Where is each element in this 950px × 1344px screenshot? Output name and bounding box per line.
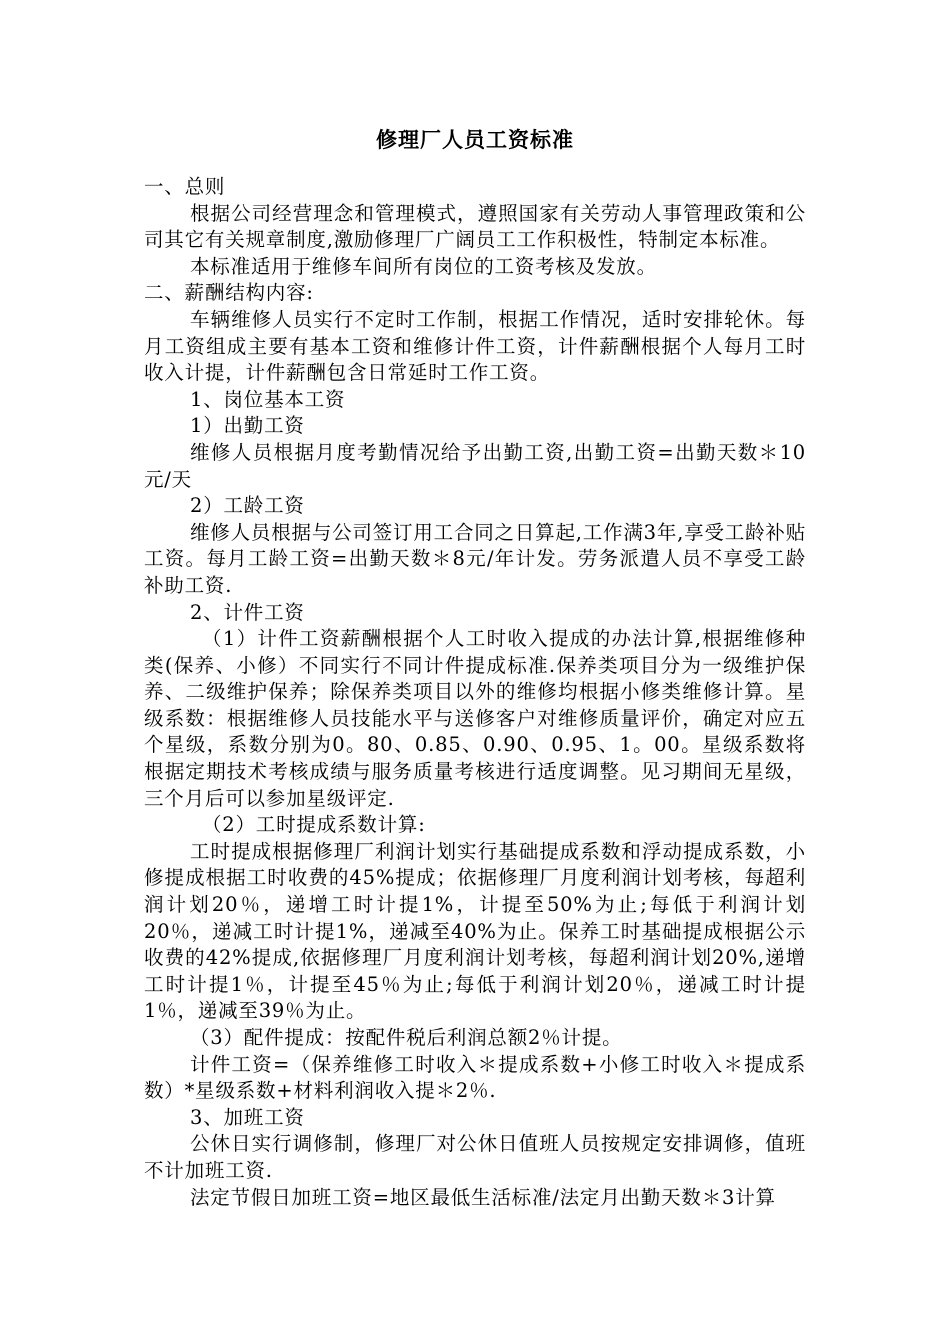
subsection-heading: 1、岗位基本工资 [190, 387, 346, 411]
paragraph: 车辆维修人员实行不定时工作制，根据工作情况，适时安排轮休。每月工资组成主要有基本工资和维修计件工资，计件薪酬根据个人每月工时收入计提，计件薪酬包含日常延时工作工资。 [144, 307, 806, 385]
page-title: 修理厂人员工资标准 [376, 128, 574, 152]
section-heading: 一、总则 [144, 175, 226, 198]
formula-paragraph: 计件工资=（保养维修工时收入＊提成系数+小修工时收入＊提成系数）*星级系数+材料利润收入提＊2％. [144, 1052, 806, 1103]
subsection-heading: 1）出勤工资 [190, 414, 305, 438]
section-heading: 二、薪酬结构内容: [144, 281, 314, 305]
paragraph: 工时提成根据修理厂利润计划实行基础提成系数和浮动提成系数，小修提成根据工时收费的45%提成；依据修理厂月度利润计划考核，每超利润计划20％，递增工时计提1%，计提至50%为止;每低于利润计划20％，递减工时计提1%，递减至40%为止。保养工时基础提成根据公示收费的42%提成,依据修理厂月度利润计划考核，每超利润计划20%,递增工时计提1％，计提至45％为止;每低于利润计划20％，递减工时计提1％，递减至39％为止。 [144, 839, 806, 1023]
paragraph: 维修人员根据与公司签订用工合同之日算起,工作满3年,享受工龄补贴工资。每月工龄工资=出勤天数＊8元/年计发。劳务派遣人员不享受工龄补助工资. [144, 520, 806, 597]
paragraph: 本标准适用于维修车间所有岗位的工资考核及发放。 [190, 254, 657, 278]
formula-paragraph: 法定节假日加班工资=地区最低生活标准/法定月出勤天数＊3计算 [190, 1185, 776, 1209]
subsection-heading: （2）工时提成系数计算: [202, 813, 426, 837]
subsection-heading: 3、加班工资 [190, 1105, 305, 1129]
paragraph: （1）计件工资薪酬根据个人工时收入提成的办法计算,根据维修种类(保养、小修）不同实行不同计件提成标准.保养类项目分为一级维护保养、二级维护保养；除保养类项目以外的维修均根据小修类维修计算。星级系数：根据维修人员技能水平与送修客户对维修质量评价，确定对应五个星级，系数分别为0。80、0.85、0.90、0.95、1。00。星级系数将根据定期技术考核成绩与服务质量考核进行适度调整。见习期间无星级，三个月后可以参加星级评定. [144, 627, 806, 810]
paragraph: 维修人员根据月度考勤情况给予出勤工资,出勤工资=出勤天数＊10元/天 [144, 440, 806, 491]
paragraph: 公休日实行调修制，修理厂对公休日值班人员按规定安排调修，值班不计加班工资. [144, 1132, 806, 1182]
subsection-heading: 2）工龄工资 [190, 494, 305, 518]
subsection-heading: 2、计件工资 [190, 600, 305, 624]
document-body [144, 174, 806, 1211]
paragraph: 根据公司经营理念和管理模式，遵照国家有关劳动人事管理政策和公司其它有关规章制度,激励修理厂广阔员工工作积极性，特制定本标准。 [144, 201, 806, 252]
paragraph: （3）配件提成：按配件税后利润总额2％计提。 [190, 1026, 623, 1049]
